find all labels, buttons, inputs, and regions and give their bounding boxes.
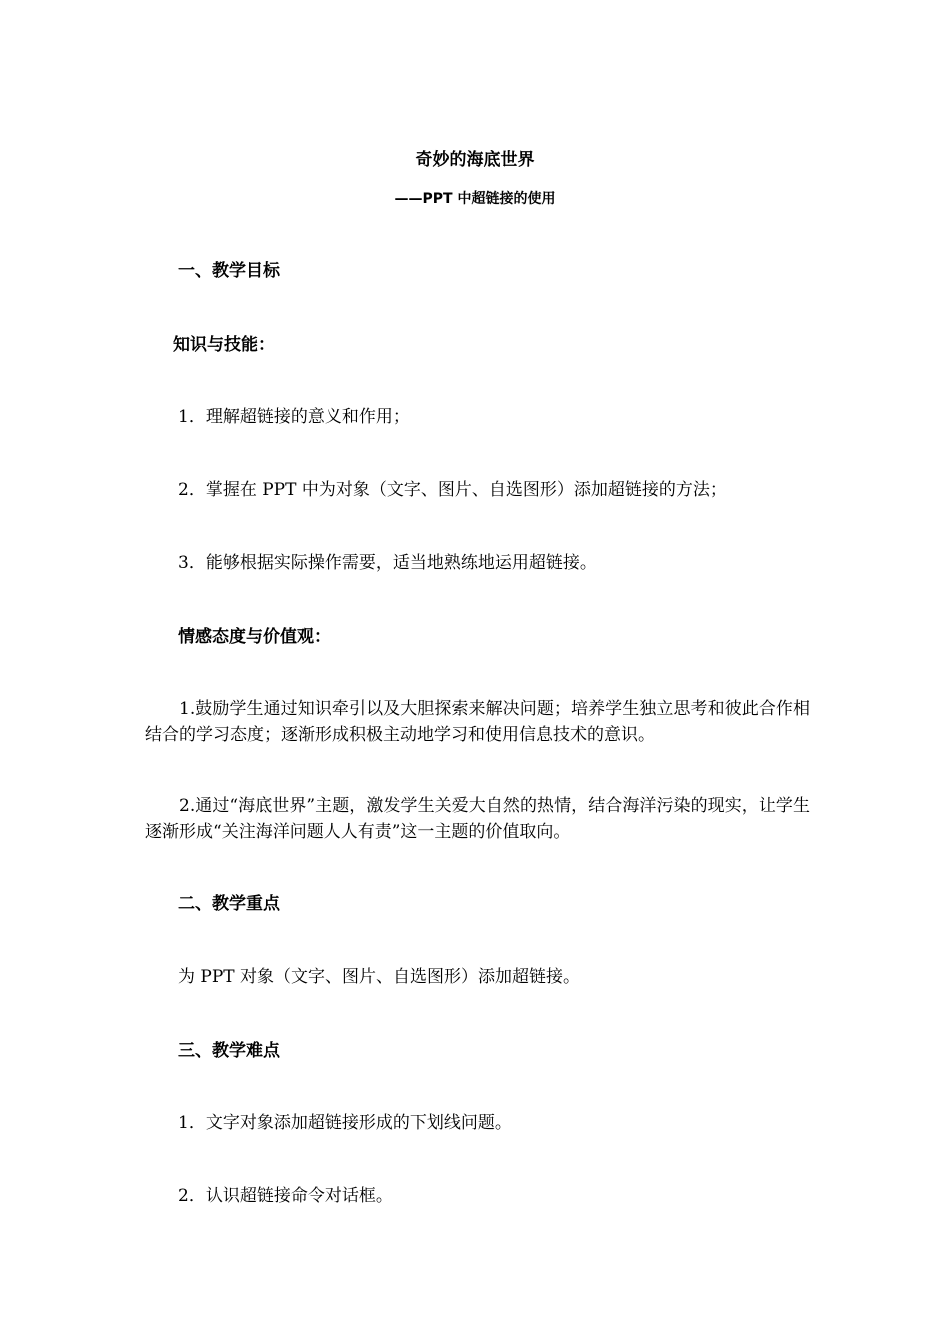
document-subtitle: ——PPT 中超链接的使用	[394, 191, 556, 207]
emotion-item-1: 1.鼓励学生通过知识牵引以及大胆探索来解决问题；培养学生独立思考和彼此合作相结合的学习态度；逐渐形成积极主动地学习和使用信息技术的意识。	[145, 699, 810, 745]
section-heading-difficulties: 三、教学难点	[178, 1041, 280, 1061]
knowledge-item-1: 1．理解超链接的意义和作用；	[178, 407, 410, 427]
section-heading-key-points: 二、教学重点	[178, 894, 280, 914]
difficulty-item-1: 1．文字对象添加超链接形成的下划线问题。	[178, 1113, 512, 1133]
section-heading-objectives: 一、教学目标	[178, 261, 280, 281]
difficulty-item-2: 2．认识超链接命令对话框。	[178, 1186, 393, 1206]
knowledge-item-3: 3．能够根据实际操作需要，适当地熟练地运用超链接。	[178, 553, 597, 573]
subheading-knowledge-skills: 知识与技能：	[173, 335, 275, 355]
key-points-text: 为 PPT 对象（文字、图片、自选图形）添加超链接。	[178, 967, 581, 987]
subheading-emotion-values: 情感态度与价值观：	[178, 627, 331, 647]
document-title: 奇妙的海底世界	[415, 150, 535, 170]
emotion-item-2: 2.通过“海底世界”主题，激发学生关爱大自然的热情，结合海洋污染的现实，让学生逐渐形成“关注海洋问题人人有责”这一主题的价值取向。	[145, 796, 810, 842]
knowledge-item-2: 2．掌握在 PPT 中为对象（文字、图片、自选图形）添加超链接的方法；	[178, 480, 727, 500]
